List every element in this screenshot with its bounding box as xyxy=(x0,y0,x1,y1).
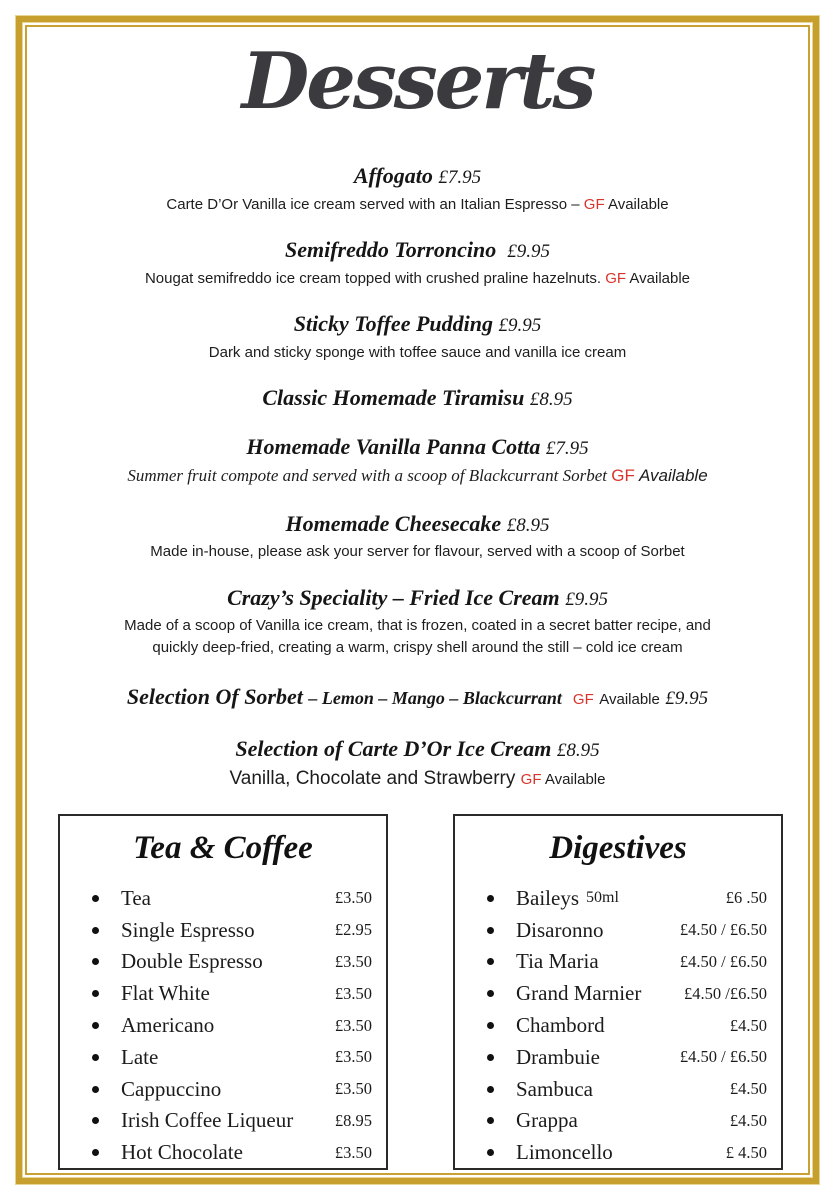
item-heading xyxy=(46,162,789,190)
drink-name: Hot Chocolate xyxy=(121,1140,243,1165)
list-item xyxy=(92,1041,372,1073)
item-heading xyxy=(46,584,789,612)
list-item xyxy=(92,882,372,914)
description-text: Carte D’Or Vanilla ice cream served with an Italian Espresso – xyxy=(166,195,584,213)
menu-item-homemade-cheesecake xyxy=(46,510,789,563)
menu-title: Desserts xyxy=(241,36,594,127)
list-item xyxy=(92,1073,372,1105)
drink-name: Grappa xyxy=(516,1108,578,1133)
list-item xyxy=(92,1010,372,1042)
digestives-list xyxy=(455,882,781,1168)
drink-name: Disaronno xyxy=(516,917,604,942)
item-price: £8.95 xyxy=(556,739,600,761)
drink-name: Chambord xyxy=(516,1013,605,1038)
drink-name: Tia Maria xyxy=(516,949,599,974)
bullet-icon xyxy=(92,990,99,997)
drink-price: £4.50 /£6.50 xyxy=(684,983,767,1003)
item-description xyxy=(100,342,736,363)
gf-badge: GF xyxy=(572,690,594,708)
item-heading xyxy=(46,683,789,711)
bullet-icon xyxy=(92,927,99,934)
menu-item-vanilla-panna-cotta xyxy=(46,433,789,489)
drink-name: Limoncello xyxy=(516,1140,613,1165)
bullet-icon xyxy=(92,1117,99,1124)
drink-price: £3.50 xyxy=(334,983,372,1003)
gf-badge: GF xyxy=(605,269,627,287)
drink-name: Sambuca xyxy=(516,1076,593,1101)
drink-price: £2.95 xyxy=(334,920,372,940)
bullet-icon xyxy=(92,1149,99,1156)
description-text: Made of a scoop of Vanilla ice cream, that is frozen, coated in a secret batter recipe, and quickly deep-fried, creating a warm, crispy shell around the still – cold ice cream xyxy=(124,617,711,656)
item-flavours: – Lemon – Mango – Blackcurrant xyxy=(308,687,562,708)
tea-and-coffee-box xyxy=(58,814,388,1170)
item-heading xyxy=(46,384,789,412)
drink-price: £8.95 xyxy=(334,1110,372,1130)
bullet-icon xyxy=(487,895,494,902)
drinks-section xyxy=(46,814,789,1170)
bullet-icon xyxy=(487,1022,494,1029)
drink-name: Tea xyxy=(121,885,152,910)
description-text: Vanilla, Chocolate and Strawberry xyxy=(229,768,521,790)
description-text: Nougat semifreddo ice cream topped with crushed praline hazelnuts. xyxy=(144,269,606,287)
menu-item-fried-ice-cream xyxy=(46,584,789,658)
description-text: Summer fruit compote and served with a scoop of Blackcurrant Sorbet xyxy=(127,466,612,486)
item-name: Sticky Toffee Pudding xyxy=(293,310,493,336)
item-description xyxy=(100,541,736,562)
gf-available-text: Available xyxy=(634,466,708,486)
drink-price: £4.50 / £6.50 xyxy=(679,1047,767,1067)
gf-available-text: Available xyxy=(626,269,691,287)
list-item xyxy=(487,946,767,978)
item-price: £9.95 xyxy=(665,687,709,709)
drink-price: £4.50 / £6.50 xyxy=(679,951,767,971)
drink-name: Double Espresso xyxy=(121,949,263,974)
drink-price: £6 .50 xyxy=(725,888,767,908)
drink-price: £3.50 xyxy=(334,888,372,908)
item-price: £9.95 xyxy=(565,588,608,610)
item-name: Classic Homemade Tiramisu xyxy=(262,384,525,410)
bullet-icon xyxy=(487,1054,494,1061)
bullet-icon xyxy=(92,1022,99,1029)
item-name: Semifreddo Torroncino xyxy=(284,236,497,262)
drink-name: Flat White xyxy=(121,981,210,1006)
drink-name: Cappuccino xyxy=(121,1076,222,1101)
drink-price: £3.50 xyxy=(334,1047,372,1067)
list-item xyxy=(487,914,767,946)
drink-name: Single Espresso xyxy=(121,917,255,942)
item-description xyxy=(100,194,736,215)
drink-price: £ 4.50 xyxy=(725,1142,767,1162)
menu-item-sticky-toffee-pudding xyxy=(46,310,789,363)
drink-price: £4.50 xyxy=(729,1079,767,1099)
drink-price: £3.50 xyxy=(334,1079,372,1099)
drink-price: £3.50 xyxy=(334,1142,372,1162)
list-item xyxy=(92,1105,372,1137)
item-description xyxy=(100,464,736,488)
drink-price: £3.50 xyxy=(334,951,372,971)
list-item xyxy=(487,1073,767,1105)
drink-name: Baileys xyxy=(516,885,579,910)
item-price: £9.95 xyxy=(507,240,551,262)
item-heading xyxy=(46,510,789,538)
menu-item-selection-of-sorbet xyxy=(46,683,789,711)
item-price: £9.95 xyxy=(498,314,542,336)
gf-available-text: Available xyxy=(541,771,606,789)
gf-badge: GF xyxy=(583,195,605,213)
drink-price: £4.50 xyxy=(729,1015,767,1035)
item-price: £7.95 xyxy=(438,166,482,188)
bullet-icon xyxy=(487,958,494,965)
serving-size: 50ml xyxy=(586,889,619,907)
item-price: £8.95 xyxy=(506,514,550,536)
bullet-icon xyxy=(487,990,494,997)
drink-name: Grand Marnier xyxy=(516,981,642,1006)
item-description xyxy=(100,615,736,658)
menu-item-affogato xyxy=(46,162,789,215)
bullet-icon xyxy=(487,1149,494,1156)
bullet-icon xyxy=(487,1117,494,1124)
item-name: Affogato xyxy=(353,162,433,188)
list-item xyxy=(487,978,767,1010)
bullet-icon xyxy=(487,927,494,934)
item-description xyxy=(100,766,736,793)
bullet-icon xyxy=(92,895,99,902)
gf-badge: GF xyxy=(520,771,542,789)
description-text: Dark and sticky sponge with toffee sauce and vanilla ice cream xyxy=(208,343,627,361)
list-item xyxy=(487,1010,767,1042)
item-price: £7.95 xyxy=(545,437,589,459)
drink-price: £4.50 xyxy=(729,1110,767,1130)
item-heading xyxy=(46,433,789,461)
bullet-icon xyxy=(487,1086,494,1093)
tea-coffee-list xyxy=(60,882,386,1168)
digestives-box xyxy=(453,814,783,1170)
item-description xyxy=(100,268,736,289)
box-title: Digestives xyxy=(549,830,687,867)
item-heading xyxy=(46,310,789,338)
gf-badge: GF xyxy=(611,466,635,486)
item-name: Selection Of Sorbet xyxy=(126,683,303,709)
drink-name: Americano xyxy=(121,1013,215,1038)
item-name: Homemade Vanilla Panna Cotta xyxy=(246,433,541,459)
bullet-icon xyxy=(92,958,99,965)
drink-name: Late xyxy=(121,1044,159,1069)
gf-available-text: Available xyxy=(599,690,660,708)
box-title: Tea & Coffee xyxy=(133,830,313,867)
bullet-icon xyxy=(92,1054,99,1061)
list-item xyxy=(92,946,372,978)
drink-name: Irish Coffee Liqueur xyxy=(121,1108,294,1133)
list-item xyxy=(487,1041,767,1073)
list-item xyxy=(92,914,372,946)
menu-item-semifreddo-torroncino xyxy=(46,236,789,289)
list-item xyxy=(487,1105,767,1137)
item-heading xyxy=(46,735,789,763)
item-price: £8.95 xyxy=(529,388,573,410)
menu-item-classic-homemade-tiramisu xyxy=(46,384,789,412)
drink-price: £4.50 / £6.50 xyxy=(679,920,767,940)
description-text: Made in-house, please ask your server for flavour, served with a scoop of Sorbet xyxy=(150,543,685,561)
item-name: Crazy’s Speciality – Fried Ice Cream xyxy=(227,584,560,610)
menu-item-carte-dor-ice-cream xyxy=(46,735,789,794)
item-heading xyxy=(46,236,789,264)
bullet-icon xyxy=(92,1086,99,1093)
item-name: Homemade Cheesecake xyxy=(285,510,502,536)
list-item xyxy=(487,1137,767,1169)
list-item xyxy=(487,882,767,914)
drink-price: £3.50 xyxy=(334,1015,372,1035)
item-name: Selection of Carte D’Or Ice Cream xyxy=(235,735,552,761)
drink-name: Drambuie xyxy=(516,1044,600,1069)
list-item xyxy=(92,1137,372,1169)
list-item xyxy=(92,978,372,1010)
gf-available-text: Available xyxy=(604,195,669,213)
